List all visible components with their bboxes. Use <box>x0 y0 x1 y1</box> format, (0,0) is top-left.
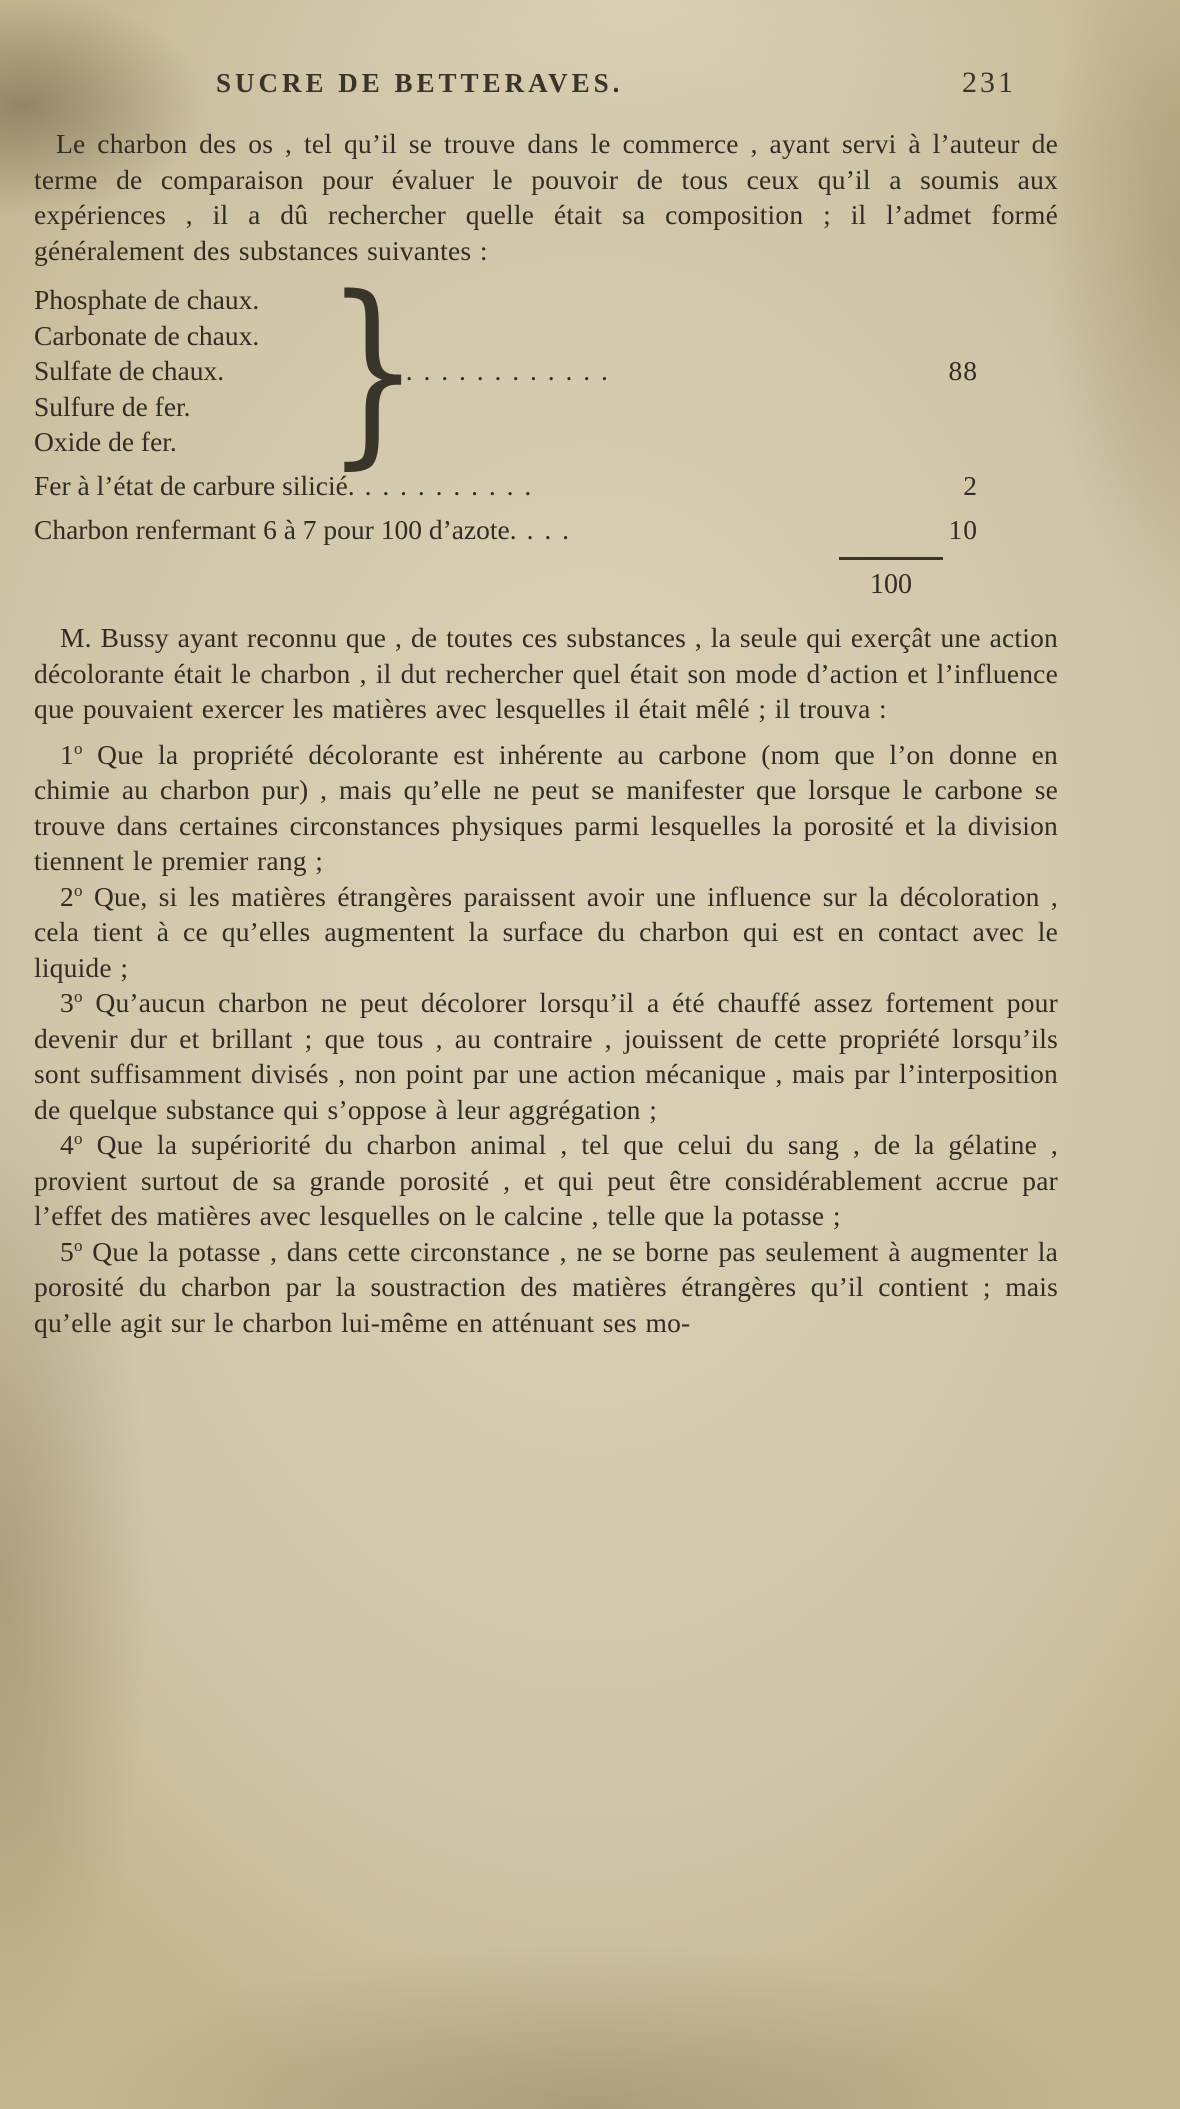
item-ordinal: o <box>73 1235 83 1255</box>
composition-row-label: Charbon renfermant 6 à 7 pour 100 d’azote. <box>34 513 517 545</box>
item-number: 4 <box>60 1129 74 1160</box>
total-rule <box>839 557 943 560</box>
composition-total <box>836 557 946 602</box>
right-brace-icon: } <box>326 254 420 488</box>
numbered-item-2 <box>34 879 1058 986</box>
dot-leader: . . . . . . . . . . <box>364 470 534 501</box>
item-ordinal: o <box>73 1128 83 1148</box>
composition-item: Sulfure de fer. <box>34 390 191 422</box>
numbered-item-5 <box>34 1234 1058 1341</box>
item-text: Que la potasse , dans cette circonstance , ne se borne pas seulement à augmenter la porosité du charbon par la soustraction des matières étrangères qu’il contient ; mais qu’elle agit sur le charbon lui-même en atténuant ses mo- <box>34 1235 1058 1338</box>
item-ordinal: o <box>73 738 83 758</box>
composition-row <box>34 512 1058 548</box>
page-number: 231 <box>962 66 1016 99</box>
composition-row-value: 2 <box>963 470 978 501</box>
dot-leader: . . . . . . . . . . . . . <box>388 355 610 387</box>
composition-row-value: 10 <box>948 513 978 545</box>
dot-leader: . . . <box>526 513 571 545</box>
item-text: Qu’aucun charbon ne peut décolorer lorsqu’il a été chauffé assez fortement pour devenir dur et brillant ; que tous , au contraire , jouissent de cette propriété lorsqu’ils sont suffisamment divisés , non point par une action mécanique , mais par l’interposition de quelque substance qui s’oppose à leur aggrégation ; <box>34 987 1058 1125</box>
composition-table <box>34 254 1058 602</box>
item-ordinal: o <box>73 986 83 1006</box>
composition-item: Oxide de fer. <box>34 426 177 458</box>
numbered-item-3 <box>34 985 1058 1127</box>
item-number: 1 <box>60 738 74 770</box>
composition-row-label: Fer à l’état de carbure silicié. <box>34 470 355 501</box>
composition-item: Carbonate de chaux. <box>34 319 260 351</box>
item-ordinal: o <box>73 880 83 900</box>
composition-row <box>34 468 1058 504</box>
item-text: Que la supériorité du charbon animal , tel que celui du sang , de la gélatine , provient surtout de sa grande porosité , et qui peut être considérablement accrue par l’effet des matières avec lesquelles on le calcine , telle que la potasse ; <box>34 1129 1058 1231</box>
item-text: Que la propriété décolorante est inhérente au carbone (nom que l’on donne en chimie au charbon pur) , mais qu’elle ne peut se manifester que lorsque le carbone se trouve dans certaines circonstances physiques parmi lesquelles la porosité et la division tiennent le premier rang ; <box>34 738 1058 876</box>
composition-group-value: 88 <box>948 355 978 387</box>
item-text: Que, si les matières étrangères paraissent avoir une influence sur la décoloration , cela tient à ce qu’elles augmentent la surface du charbon qui est en contact avec le liquide ; <box>34 880 1058 983</box>
composition-item: Phosphate de chaux. <box>34 284 260 316</box>
numbered-item-4 <box>34 1127 1058 1234</box>
item-number: 3 <box>60 987 74 1018</box>
item-number: 5 <box>60 1235 74 1267</box>
running-title: SUCRE DE BETTERAVES. <box>216 68 624 98</box>
intro-paragraph: Le charbon des os , tel qu’il se trouve dans le commerce , ayant servi à l’auteur de terme de comparaison pour évaluer le pouvoir de tous ceux qu’il a soumis aux expériences , il a dû rechercher quelle était sa composition ; il l’admet formé généralement des substances suivantes : <box>34 128 1058 266</box>
bussy-paragraph: M. Bussy ayant reconnu que , de toutes ces substances , la seule qui exerçât une action décolorante était le charbon , il dut rechercher quel était son mode d’action et l’influence que pouvaient exercer les matières avec lesquelles il était mêlé ; il trouva : <box>34 622 1058 724</box>
item-number: 2 <box>60 880 74 912</box>
page-header <box>34 66 1058 100</box>
total-value: 100 <box>870 569 912 600</box>
composition-item: Sulfate de chaux. <box>34 355 225 387</box>
numbered-item-1 <box>34 737 1058 879</box>
composition-item-list <box>34 282 326 460</box>
